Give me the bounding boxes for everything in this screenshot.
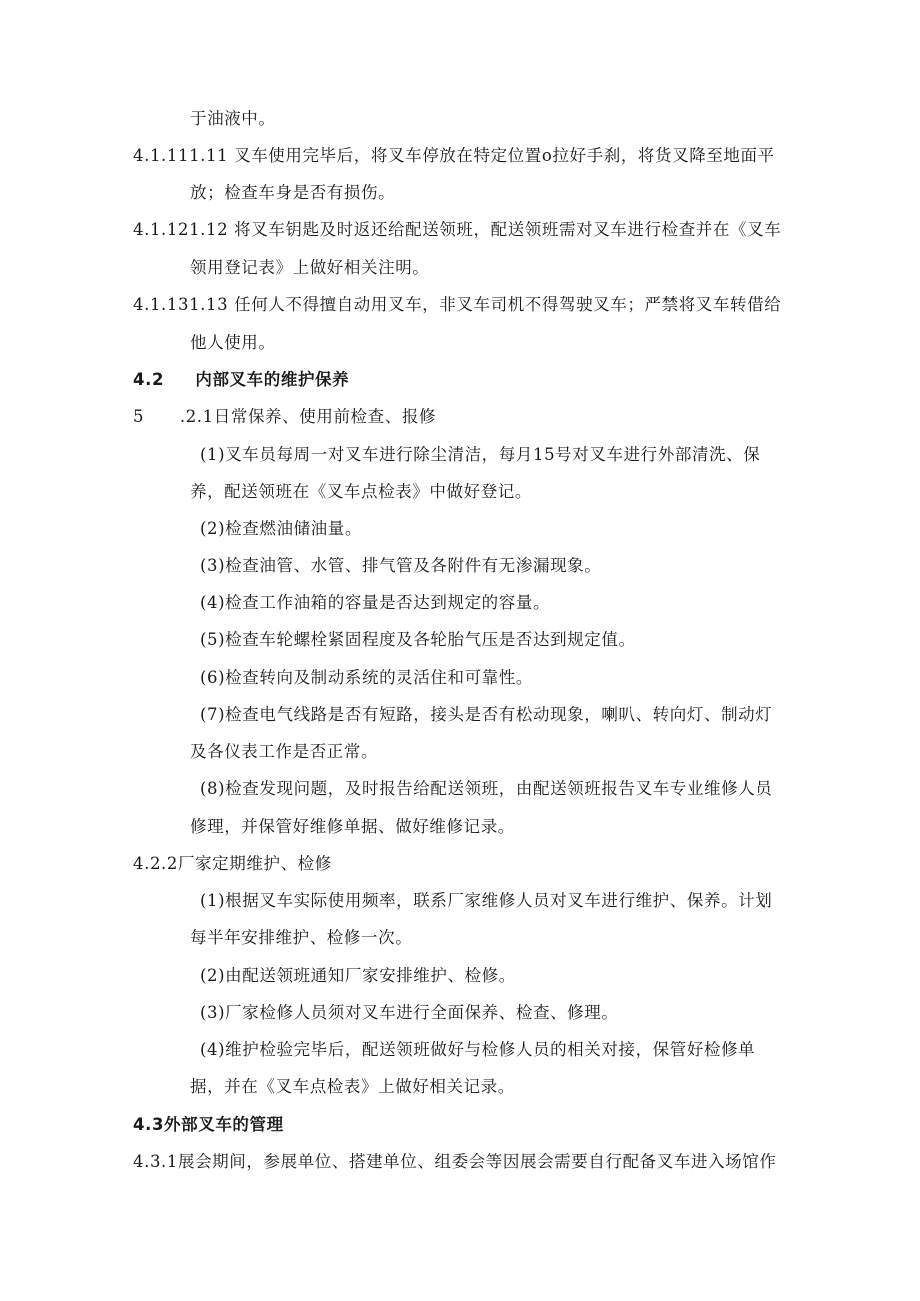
section-4-1-12-number: 4.1.121.12 — [133, 220, 229, 239]
heading-4-2 — [133, 369, 349, 391]
item-7-line-2: 及各仪表工作是否正常。 — [190, 742, 379, 761]
section-4-2-2-title: 4.2.2厂家定期维护、检修 — [133, 854, 332, 873]
vendor-item-3: (3)厂家检修人员须对叉车进行全面保养、检查、修理。 — [200, 1003, 619, 1022]
item-5: (5)检查车轮螺栓紧固程度及各轮胎气压是否达到规定值。 — [200, 630, 636, 649]
item-3: (3)检查油管、水管、排气管及各附件有无渗漏现象。 — [200, 556, 602, 575]
section-4-1-12-line-1 — [133, 219, 781, 241]
item-8-line-2: 修理，并保管好维修单据、做好维修记录。 — [190, 817, 515, 836]
section-4-1-11-line-1 — [133, 145, 775, 167]
item-2: (2)检查燃油储油量。 — [200, 519, 362, 538]
section-4-1-12-line-2: 领用登记表》上做好相关注明。 — [190, 258, 430, 277]
heading-4-3: 4.3外部叉车的管理 — [133, 1115, 284, 1134]
section-4-2-1 — [133, 406, 436, 428]
section-4-1-12-text: 将叉车钥匙及时返还给配送领班，配送领班需对叉车进行检查并在《叉车 — [234, 220, 782, 239]
section-4-3-1-line-1: 4.3.1展会期间，参展单位、搭建单位、组委会等因展会需要自行配备叉车进入场馆作 — [133, 1152, 777, 1171]
paragraph-continuation: 于油液中。 — [190, 109, 276, 128]
heading-4-2-number: 4.2 — [133, 370, 165, 389]
item-4: (4)检查工作油箱的容量是否达到规定的容量。 — [200, 593, 551, 612]
section-4-1-13-line-2: 他人使用。 — [190, 333, 276, 352]
section-4-2-1-number: 5 — [133, 407, 145, 426]
vendor-item-2: (2)由配送领班通知厂家安排维护、检修。 — [200, 966, 516, 985]
item-8-line-1: (8)检查发现问题，及时报告给配送领班，由配送领班报告叉车专业维修人员 — [200, 779, 773, 798]
section-4-1-13-text: 任何人不得擅自动用叉车，非叉车司机不得驾驶叉车；严禁将叉车转借给 — [234, 295, 782, 314]
item-6: (6)检查转向及制动系统的灵活住和可靠性。 — [200, 668, 533, 687]
section-4-2-1-title: .2.1日常保养、使用前检查、报修 — [179, 407, 437, 426]
item-7-line-1: (7)检查电气线路是否有短路，接头是否有松动现象，喇叭、转向灯、制动灯 — [200, 705, 773, 724]
item-1-line-2: 养，配送领班在《叉车点检表》中做好登记。 — [190, 482, 532, 501]
section-4-1-11-line-2: 放；检查车身是否有损伤。 — [190, 183, 396, 202]
item-1-line-1: (1)叉车员每周一对叉车进行除尘清洁，每月15号对叉车进行外部清洗、保 — [200, 445, 761, 464]
section-4-1-11-number: 4.1.111.11 — [133, 146, 229, 165]
vendor-item-1-line-2: 每半年安排维护、检修一次。 — [190, 928, 413, 947]
vendor-item-4-line-2: 据，并在《叉车点检表》上做好相关记录。 — [190, 1077, 515, 1096]
section-4-1-13-line-1 — [133, 294, 781, 316]
heading-4-2-title: 内部叉车的维护保养 — [195, 370, 350, 389]
section-4-1-13-number: 4.1.131.13 — [133, 295, 229, 314]
vendor-item-4-line-1: (4)维护检验完毕后，配送领班做好与检修人员的相关对接，保管好检修单 — [200, 1040, 756, 1059]
section-4-1-11-text: 叉车使用完毕后，将叉车停放在特定位置o拉好手刹，将货叉降至地面平 — [234, 146, 775, 165]
vendor-item-1-line-1: (1)根据叉车实际使用频率，联系厂家维修人员对叉车进行维护、保养。计划 — [200, 891, 773, 910]
